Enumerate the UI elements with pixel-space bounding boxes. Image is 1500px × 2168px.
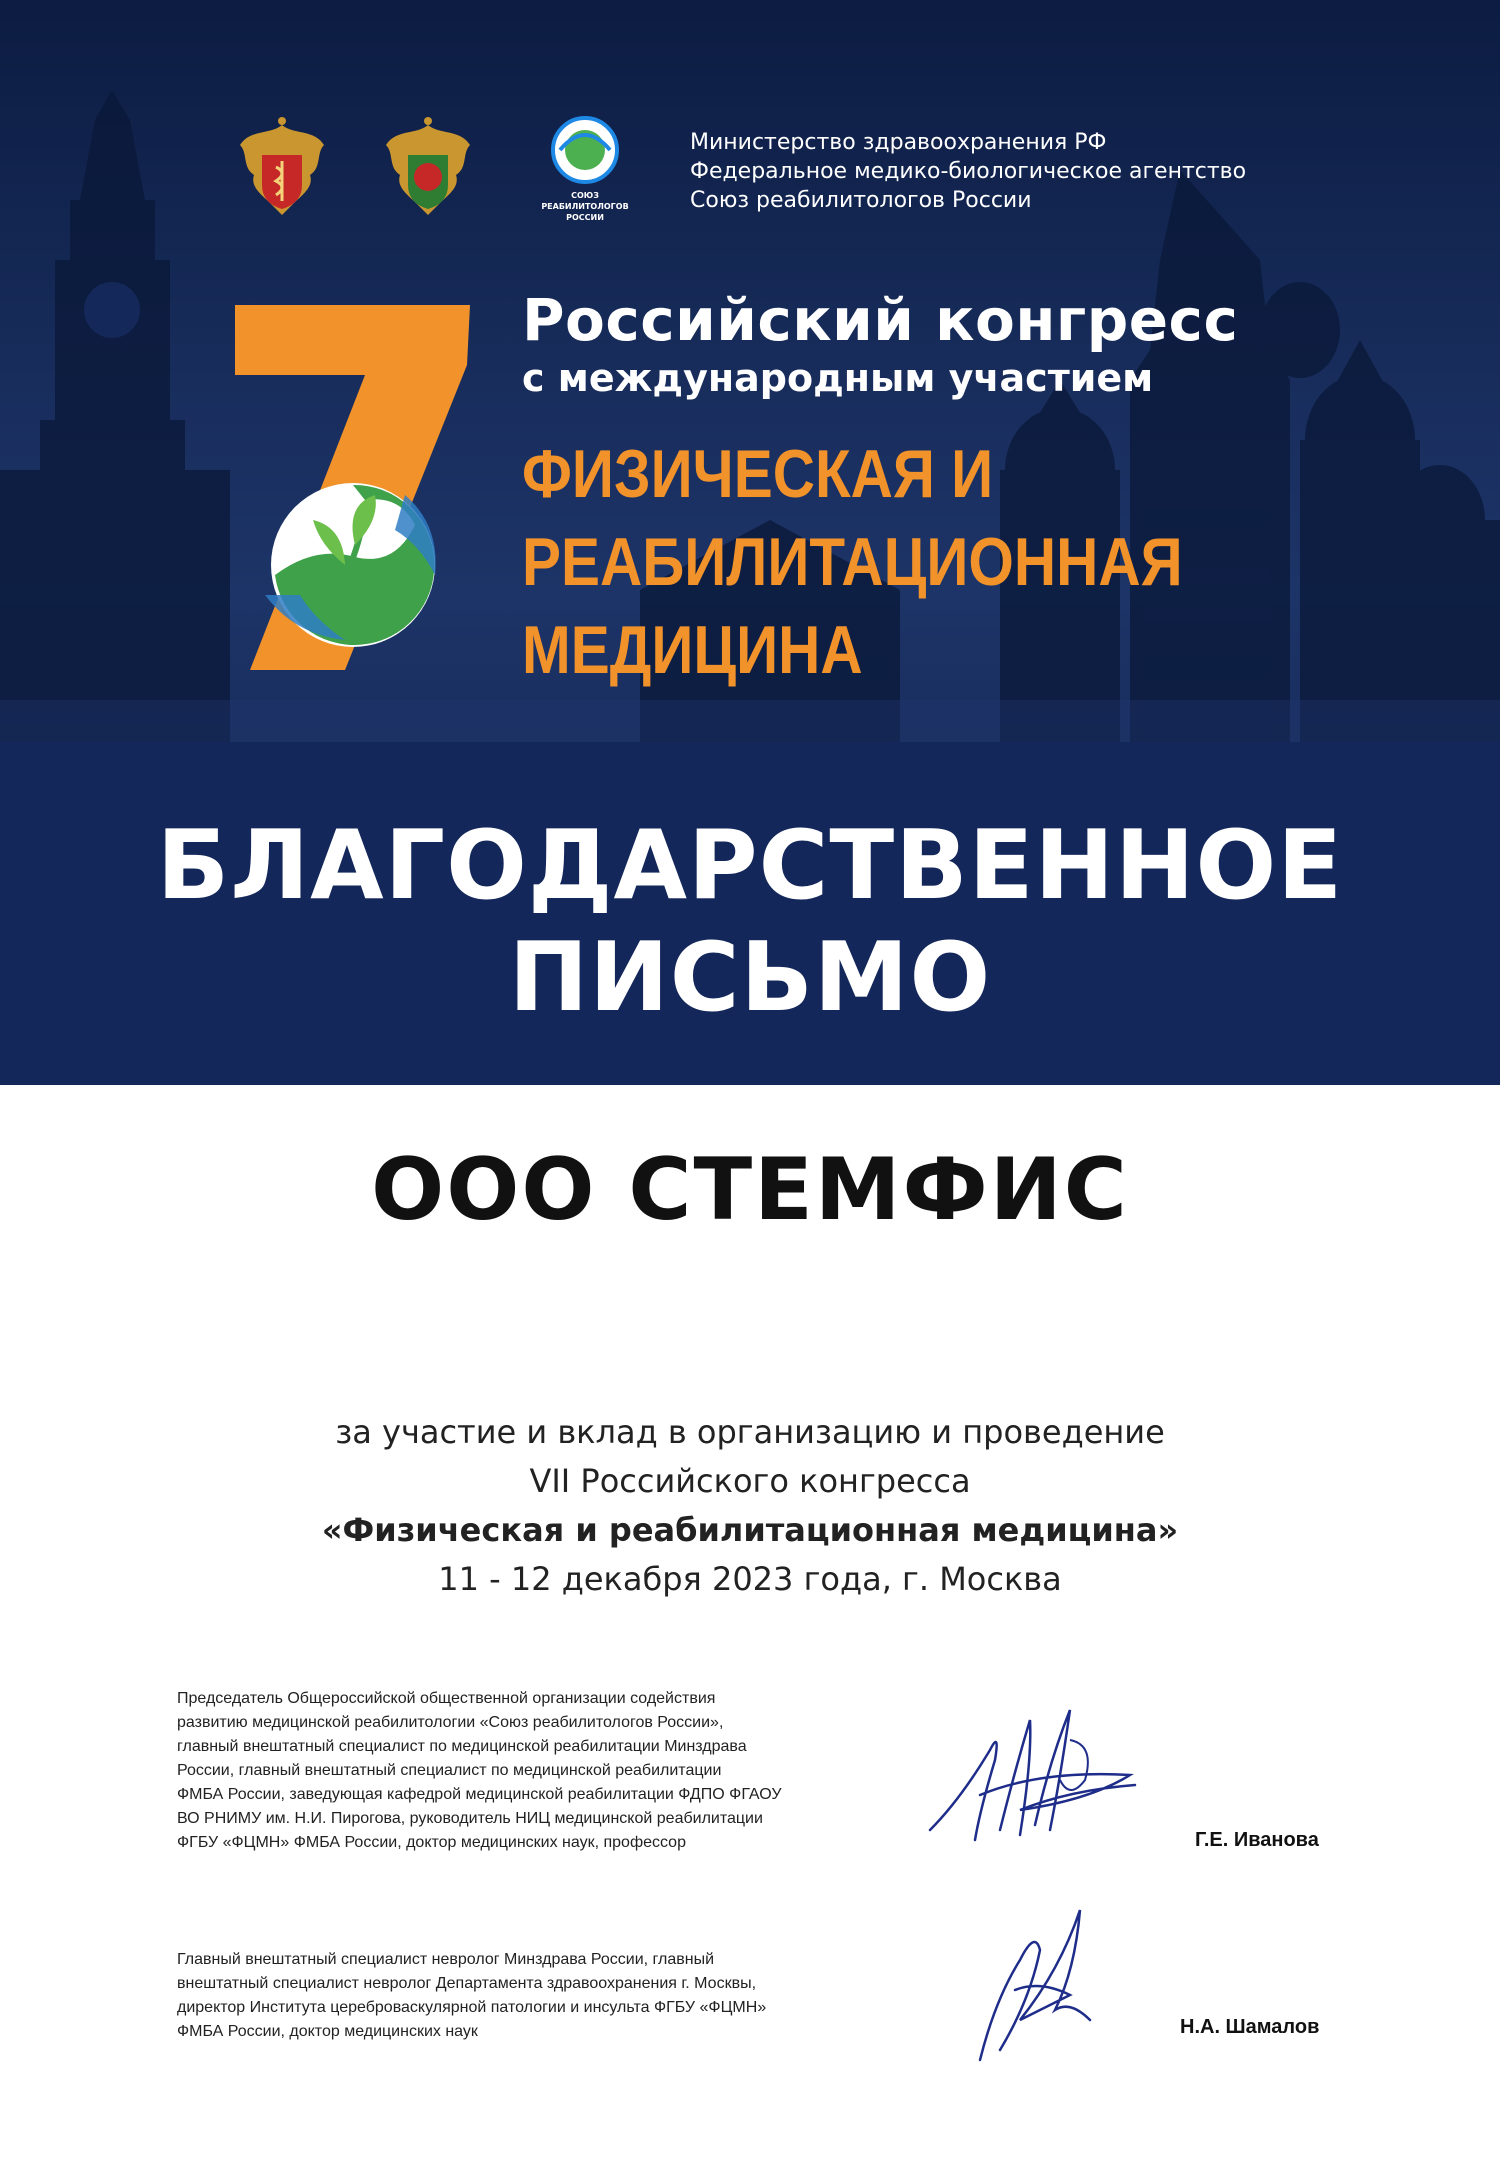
signer-position-line: ФМБА России, доктор медицинских наук (177, 2023, 478, 2040)
organizer-ministry: Министерство здравоохранения РФ (690, 130, 1107, 155)
reason-line: за участие и вклад в организацию и проведение (335, 1413, 1165, 1451)
letter-title-line: БЛАГОДАРСТВЕННОЕ (156, 811, 1344, 921)
congress-number-seven (205, 295, 475, 680)
organizer-union: Союз реабилитологов России (690, 188, 1032, 213)
organizer-fmba: Федеральное медико-биологическое агентство (690, 159, 1247, 184)
signer-position-line: России, главный внештатный специалист по медицинской реабилитации (177, 1762, 722, 1779)
signer-position (177, 1948, 766, 2044)
signer-position (177, 1687, 782, 1855)
organizers-list (690, 128, 1246, 215)
congress-theme-line: ФИЗИЧЕСКАЯ И (522, 436, 994, 512)
reason-date-place: 11 - 12 декабря 2023 года, г. Москва (438, 1560, 1062, 1598)
signer-position-line: ВО РНИМУ им. Н.И. Пирогова, руководитель НИЦ медицинской реабилитации (177, 1810, 763, 1827)
award-reason (0, 1408, 1500, 1604)
signer-position-line: ФМБА России, заведующая кафедрой медицинской реабилитации ФДПО ФГАОУ (177, 1786, 782, 1803)
signer-position-line: Главный внештатный специалист невролог Минздрава России, главный (177, 1951, 715, 1968)
recipient-name: ООО СТЕМФИС (371, 1140, 1129, 1240)
svg-text:СОЮЗ: СОЮЗ (571, 191, 599, 200)
congress-subtitle: с международным участием (522, 356, 1154, 400)
congress-heading (522, 288, 1238, 402)
svg-text:РОССИИ: РОССИИ (566, 213, 604, 222)
reason-line: VII Российского конгресса (529, 1462, 971, 1500)
signer-position-line: Председатель Общероссийской общественной организации содействия (177, 1690, 716, 1707)
letter-title-line: ПИСЬМО (508, 923, 992, 1033)
reason-congress-name: «Физическая и реабилитационная медицина» (321, 1511, 1179, 1549)
ministry-of-health-emblem (232, 115, 332, 227)
fmba-emblem (378, 115, 478, 227)
signer-name-ivanova: Г.Е. Иванова (1195, 1829, 1319, 1851)
congress-title: Российский конгресс (522, 286, 1239, 354)
signer-position-line: развитию медицинской реабилитологии «Союз реабилитологов России», (177, 1714, 724, 1731)
signature-shamalov (960, 1900, 1100, 2065)
signer-position-line: внештатный специалист невролог Департамента здравоохранения г. Москвы, (177, 1975, 757, 1992)
signer-position-line: ФГБУ «ФЦМН» ФМБА России, доктор медицинских наук, профессор (177, 1834, 686, 1851)
congress-theme-line: МЕДИЦИНА (522, 612, 863, 688)
congress-theme (522, 430, 1183, 694)
letter-title (0, 810, 1500, 1034)
union-of-rehabilitologists-logo (530, 110, 640, 230)
svg-text:РЕАБИЛИТОЛОГОВ: РЕАБИЛИТОЛОГОВ (541, 202, 629, 211)
signer-position-line: директор Института цереброваскулярной патологии и инсульта ФГБУ «ФЦМН» (177, 1999, 767, 2016)
congress-theme-line: РЕАБИЛИТАЦИОННАЯ (522, 524, 1183, 600)
signature-ivanova (920, 1700, 1140, 1845)
signer-name-shamalov: Н.А. Шамалов (1180, 2016, 1320, 2038)
signer-position-line: главный внештатный специалист по медицинской реабилитации Минздрава (177, 1738, 747, 1755)
